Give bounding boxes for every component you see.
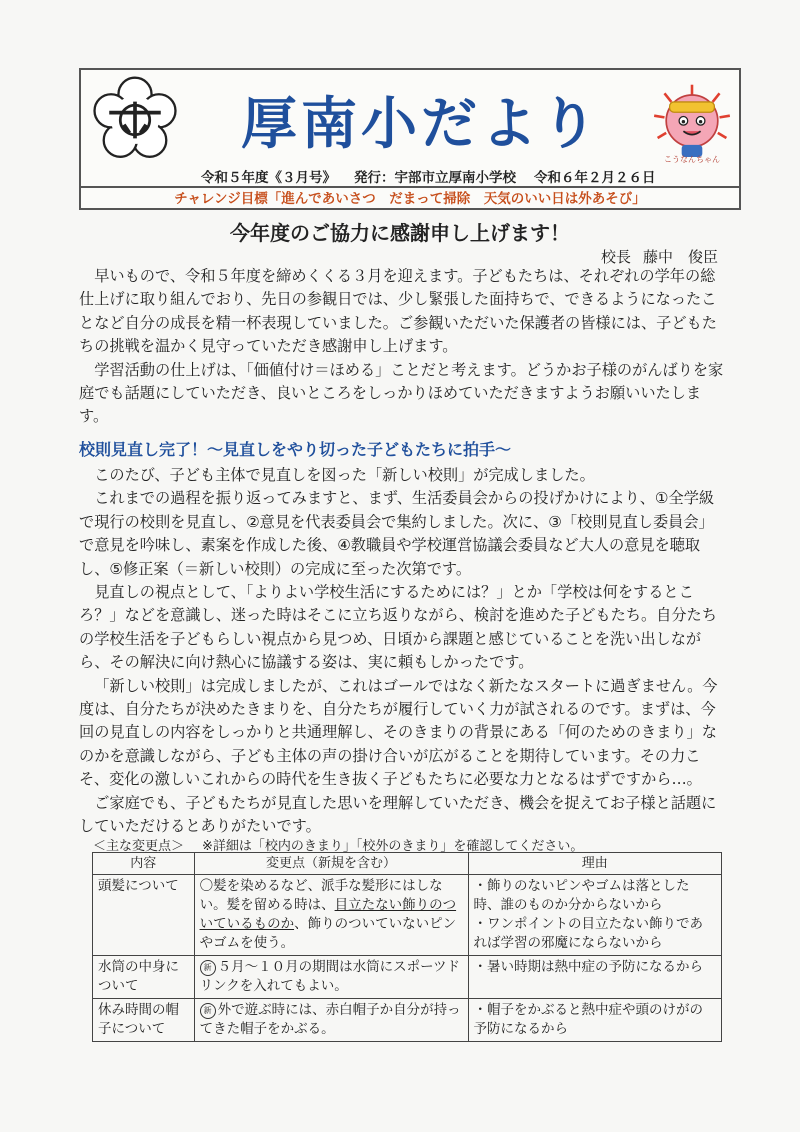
table-row bbox=[93, 875, 722, 956]
topic-cell: 水筒の中身について bbox=[93, 956, 195, 999]
header-topic: 内容 bbox=[93, 853, 195, 875]
paragraph: 学習活動の仕上げは、「価値付け＝ほめる」ことだと考えます。どうかお子様のがんばりを家庭でも話題にしていただき、良いところをしっかりほめていただきますようお願いいたします。 bbox=[79, 360, 724, 426]
issue-number: 令和５年度《３月号》 bbox=[201, 170, 336, 186]
header-change: 変更点（新規を含む） bbox=[194, 853, 468, 875]
topic-cell: 頭髪について bbox=[93, 875, 195, 956]
reason-item: ・飾りのないピンやゴムは落とした時、誰のものか分からないから bbox=[473, 878, 690, 913]
publisher: 発行：宇部市立厚南小学校 bbox=[354, 170, 516, 186]
paragraph: 「新しい校則」は完成しましたが、これはゴールではなく新たなスタートに過ぎません。今度は、自分たちが決めたきまりを、自分たちが履行していく力が試されるのです。まずは、今回の見直しの内容をしっかりと共通理解し、そのきまりの背景にある「何のためのきまり」なのかを意識しながら、子ども主体の声の掛け合いが広がることを期待しています。その力こそ、変化の激しいこれからの時代を生き抜く子どもたちに必要な力となるはずですから…。 bbox=[79, 676, 718, 789]
new-mark-icon: 新 bbox=[200, 1003, 216, 1019]
table-header-row bbox=[93, 853, 722, 875]
section-text bbox=[79, 464, 727, 839]
paragraph: これまでの過程を振り返ってみますと、まず、生活委員会からの投げかけにより、①全学級で現行の校則を見直し、②意見を代表委員会で集約しました。次に、③「校則見直し委員会」で意見を吟味し、素案を作成した後、④教職員や学校運営協議会委員など大人の意見を聴取し、⑤修正案（＝新しい校則）の完成に至った次第です。 bbox=[79, 489, 715, 578]
author-role: 校長 bbox=[600, 248, 631, 266]
topic-cell: 休み時間の帽子について bbox=[93, 999, 195, 1042]
issue-line bbox=[201, 166, 721, 186]
paragraph: 早いもので、令和５年度を締めくくる３月を迎えます。子どもたちは、それぞれの学年の総仕上げに取り組んでおり、先日の参観日では、少し緊張した面持ちで、できるようになったことなど自分の成長を精一杯表現していました。ご参観いただいた保護者の皆様には、子どもたちの挑戦を温かく見守っていただき感謝申し上げます。 bbox=[79, 267, 717, 356]
headline: 今年度のご協力に感謝申し上げます！ bbox=[230, 221, 570, 245]
section-title: 校則見直し完了！～見直しをやり切った子どもたちに拍手～ bbox=[79, 440, 512, 459]
reason-item: ・帽子をかぶると熱中症や頭のけがの予防になるから bbox=[473, 1002, 704, 1037]
reason-item: ・ワンポイントの目立たない飾りであれば学習の邪魔にならないから bbox=[473, 916, 704, 951]
school-seal-icon bbox=[89, 74, 181, 166]
table-note: ※詳細は「校内のきまり」「校外のきまり」を確認してください。 bbox=[202, 839, 584, 854]
issue-date: 令和６年２月２６日 bbox=[534, 170, 656, 186]
underlined-text: 目立たない飾りのついているものか bbox=[199, 897, 457, 932]
intro-text bbox=[79, 265, 727, 429]
masthead bbox=[79, 68, 741, 210]
author-name: 藤中 俊臣 bbox=[642, 248, 718, 266]
table-title: ＜主な変更点＞ bbox=[93, 839, 185, 854]
reason-cell bbox=[468, 999, 721, 1042]
reason-item: ・暑い時期は熱中症の予防になるから bbox=[473, 959, 704, 975]
table-row bbox=[93, 999, 722, 1042]
header-reason: 理由 bbox=[468, 853, 721, 875]
table-row bbox=[93, 956, 722, 999]
paragraph: このたび、子ども主体で見直しを図った「新しい校則」が完成しました。 bbox=[94, 466, 595, 484]
mascot-caption: こうなんちゃん bbox=[664, 155, 720, 164]
reason-cell bbox=[468, 956, 721, 999]
changes-table bbox=[92, 852, 722, 1042]
challenge-goal: チャレンジ目標「進んであいさつ だまって掃除 天気のいい日は外あそび」 bbox=[81, 186, 739, 210]
change-cell: 新 ５月～１０月の期間は水筒にスポーツドリンクを入れてもよい。 bbox=[194, 956, 468, 999]
author bbox=[589, 246, 718, 267]
reason-cell bbox=[468, 875, 721, 956]
paragraph: 見直しの視点として、「よりよい学校生活にするためには？」とか「学校は何をするところ？」などを意識し、迷った時はそこに立ち返りながら、検討を進めた子どもたち。自分たちの学校生活を子どもらしい視点から見つめ、日頃から課題と感じていることを洗い出しながら、その解決に向け熱心に協議する姿は、実に頼もしかったです。 bbox=[79, 583, 717, 672]
change-cell: 〇髪を染めるなど、派手な髪形にはしない。髪を留める時は、目立たない飾りのついているものか、飾りのついていないピンやゴムを使う。 bbox=[194, 875, 468, 956]
paragraph: ご家庭でも、子どもたちが見直した思いを理解していただき、機会を捉えてお子様と話題にしていただけるとありがたいです。 bbox=[79, 793, 717, 836]
newsletter-title: 厚南小だより bbox=[241, 92, 601, 157]
change-cell: 新 外で遊ぶ時には、赤白帽子か自分が持ってきた帽子をかぶる。 bbox=[194, 999, 468, 1042]
new-mark-icon: 新 bbox=[200, 960, 216, 976]
